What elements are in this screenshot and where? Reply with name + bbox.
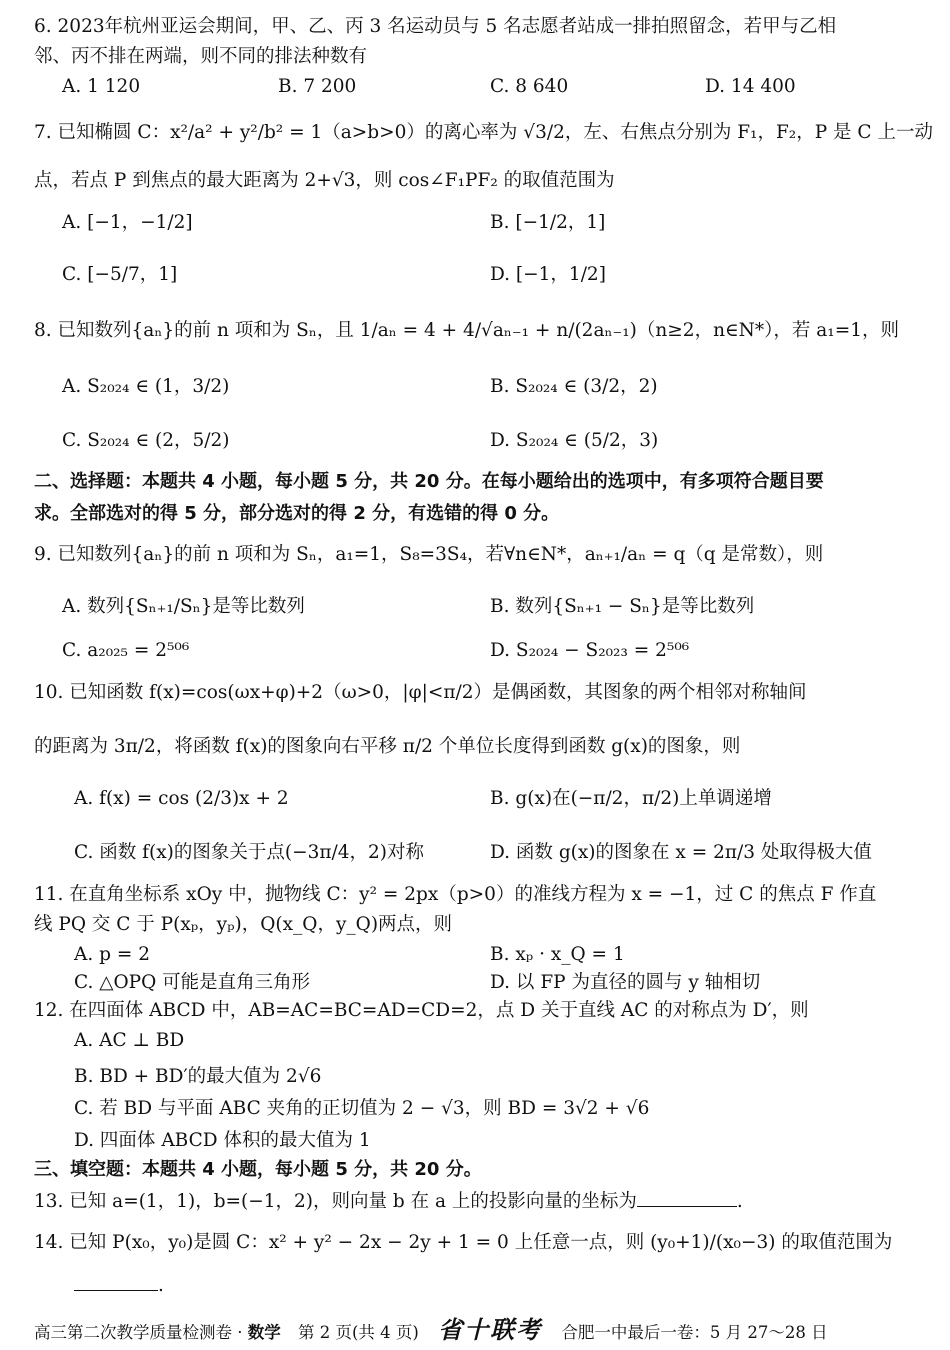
question-9-line1: 9. 已知数列{aₙ}的前 n 项和为 Sₙ，a₁=1，S₈=3S₄，若∀n∈N*，aₙ₊₁/aₙ = q（q 是常数），则 <box>34 544 824 565</box>
q11-option-c: C. △OPQ 可能是直角三角形 <box>74 972 311 993</box>
question-14-line1: 14. 已知 P(x₀，y₀)是圆 C：x² + y² − 2x − 2y + 1 = 0 上任意一点，则 (y₀+1)/(x₀−3) 的取值范围为 <box>34 1232 893 1253</box>
question-10-line2: 的距离为 3π/2，将函数 f(x)的图象向右平移 π/2 个单位长度得到函数 g(x)的图象，则 <box>34 736 741 757</box>
question-14-end: . <box>158 1275 164 1296</box>
q6-option-b: B. 7 200 <box>278 76 357 97</box>
q12-option-d: D. 四面体 ABCD 体积的最大值为 1 <box>74 1130 371 1151</box>
q8-option-b: B. S₂₀₂₄ ∈ (3/2，2) <box>490 376 658 397</box>
question-6-line2: 邻、丙不排在两端，则不同的排法种数有 <box>34 46 368 67</box>
q9-option-a: A. 数列{Sₙ₊₁/Sₙ}是等比数列 <box>62 596 305 617</box>
q12-option-c: C. 若 BD 与平面 ABC 夹角的正切值为 2 − √3，则 BD = 3√2 + √6 <box>74 1098 650 1119</box>
q10-option-d: D. 函数 g(x)的图象在 x = 2π/3 处取得极大值 <box>490 842 872 863</box>
q6-option-c: C. 8 640 <box>490 76 569 97</box>
question-11-line1: 11. 在直角坐标系 xOy 中，抛物线 C：y² = 2px（p>0）的准线方程为 x = −1，过 C 的焦点 F 作直 <box>34 884 877 905</box>
q7-option-a: A. [−1，−1/2] <box>62 212 193 233</box>
q7-option-b: B. [−1/2，1] <box>490 212 606 233</box>
q10-option-c: C. 函数 f(x)的图象关于点(−3π/4，2)对称 <box>74 842 424 863</box>
q9-option-b: B. 数列{Sₙ₊₁ − Sₙ}是等比数列 <box>490 596 755 617</box>
q11-option-a: A. p = 2 <box>74 944 150 965</box>
q8-option-a: A. S₂₀₂₄ ∈ (1，3/2) <box>62 376 230 397</box>
q11-option-b: B. xₚ · x_Q = 1 <box>490 944 625 965</box>
question-13 <box>34 1186 914 1217</box>
section-2-heading-line1: 二、选择题：本题共 4 小题，每小题 5 分，共 20 分。在每小题给出的选项中，有多项符合题目要 <box>34 471 824 492</box>
question-7-line1: 7. 已知椭圆 C：x²/a² + y²/b² = 1（a>b>0）的离心率为 √3/2，左、右焦点分别为 F₁，F₂，P 是 C 上一动 <box>34 122 933 143</box>
question-13-text: 13. 已知 a=(1，1)，b=(−1，2)，则向量 b 在 a 上的投影向量的坐标为 <box>34 1191 637 1212</box>
question-13-end: . <box>736 1191 743 1212</box>
q8-option-d: D. S₂₀₂₄ ∈ (5/2，3) <box>490 430 659 451</box>
footer-page-number: 第 2 页(共 4 页) <box>298 1323 419 1342</box>
footer-subject: 数学 <box>247 1323 281 1342</box>
q12-option-a: A. AC ⊥ BD <box>74 1030 185 1051</box>
q6-option-d: D. 14 400 <box>705 76 796 97</box>
q11-option-d: D. 以 FP 为直径的圆与 y 轴相切 <box>490 972 761 993</box>
answer-blank-13[interactable] <box>637 1186 737 1207</box>
question-12-line1: 12. 在四面体 ABCD 中，AB=AC=BC=AD=CD=2，点 D 关于直线 AC 的对称点为 D′，则 <box>34 1000 809 1021</box>
footer-note: 合肥一中最后一卷：5 月 27～28 日 <box>561 1323 828 1342</box>
q9-option-d: D. S₂₀₂₄ − S₂₀₂₃ = 2⁵⁰⁶ <box>490 640 690 661</box>
footer-exam-title: 高三第二次教学质量检测卷 · <box>34 1323 243 1342</box>
section-3-heading: 三、填空题：本题共 4 小题，每小题 5 分，共 20 分。 <box>34 1159 482 1180</box>
question-14-line2 <box>74 1270 950 1301</box>
q10-option-a: A. f(x) = cos (2/3)x + 2 <box>74 788 289 809</box>
q6-option-a: A. 1 120 <box>62 76 141 97</box>
q8-option-c: C. S₂₀₂₄ ∈ (2，5/2) <box>62 430 230 451</box>
page-footer <box>34 1315 914 1348</box>
q10-option-b: B. g(x)在(−π/2，π/2)上单调递增 <box>490 788 772 809</box>
question-10-line1: 10. 已知函数 f(x)=cos(ωx+φ)+2（ω>0，|φ|<π/2）是偶函数，其图象的两个相邻对称轴间 <box>34 682 807 703</box>
question-7-line2: 点，若点 P 到焦点的最大距离为 2+√3，则 cos∠F₁PF₂ 的取值范围为 <box>34 170 615 191</box>
question-11-line2: 线 PQ 交 C 于 P(xₚ，yₚ)，Q(x_Q，y_Q)两点，则 <box>34 914 453 935</box>
q7-option-d: D. [−1，1/2] <box>490 264 606 285</box>
q7-option-c: C. [−5/7，1] <box>62 264 178 285</box>
section-2-heading-line2: 求。全部选对的得 5 分，部分选对的得 2 分，有选错的得 0 分。 <box>34 503 560 524</box>
question-8-line1: 8. 已知数列{aₙ}的前 n 项和为 Sₙ，且 1/aₙ = 4 + 4/√aₙ₋₁ + n/(2aₙ₋₁)（n≥2，n∈N*），若 a₁=1，则 <box>34 320 899 341</box>
answer-blank-14[interactable] <box>74 1270 158 1291</box>
q9-option-c: C. a₂₀₂₅ = 2⁵⁰⁶ <box>62 640 190 661</box>
footer-brand-logo: 省十联考 <box>438 1316 543 1344</box>
q12-option-b: B. BD + BD′的最大值为 2√6 <box>74 1066 322 1087</box>
question-6-line1: 6. 2023年杭州亚运会期间，甲、乙、丙 3 名运动员与 5 名志愿者站成一排拍照留念，若甲与乙相 <box>34 16 837 37</box>
